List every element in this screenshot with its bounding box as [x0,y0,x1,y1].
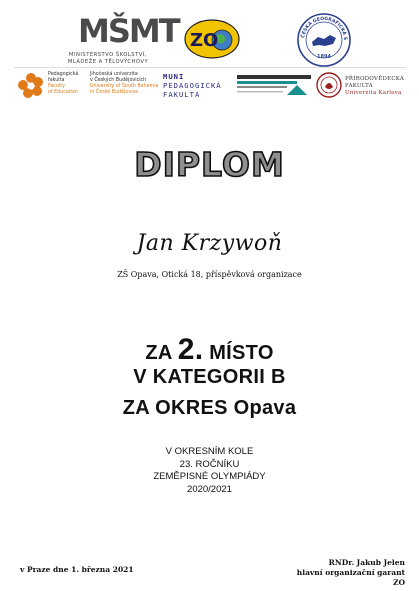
pf-uk-text [345,76,415,96]
svg-text:ČESKÁ GEOGRAFICKÁ SPOLEČNOST [296,12,348,40]
date-place: v Praze dne 1. března 2021 [20,565,134,574]
cgs-seal [296,12,352,68]
placement-prefix: ZA [145,342,172,364]
flower-logo [17,72,45,100]
signatory-name: RNDr. Jakub Jelen [328,558,405,567]
pf-line-2: FAKULTA [345,82,373,89]
ujep-logo [237,73,311,97]
placement-rank: 2. [177,333,204,366]
ped-fac-line-4: of Education [48,90,79,95]
district-line: ZA OKRES Opava [122,397,297,419]
competition-info [0,446,419,496]
jcu-line-3: University of South Bohemia [90,84,159,89]
seal-year: 1894 [317,54,331,60]
pedagogical-faculty-text [48,72,88,96]
jcu-line-1: Jihočeská univerzita [90,72,138,77]
pf-line-3: Univerzita Karlova [345,89,402,96]
competition-line-4: 2020/2021 [187,483,232,495]
ped-fac-line-2: fakulta [48,78,65,83]
competition-line-1: V OKRESNÍM KOLE [165,446,254,457]
msmt-text [60,52,156,65]
ped-fac-line-3: Faculty [48,84,65,89]
competition-line-3: ZEMĚPISNÉ OLYMPIÁDY [153,471,266,483]
pf-line-1: PŘÍRODOVĚDECKÁ [345,76,405,82]
muni-line-3: FAKULTA [163,90,201,99]
jcu-line-2: v Českých Budějovicích [90,78,147,83]
diploma-title: DIPLOM [134,145,285,184]
signatory-block [285,558,405,588]
competition-line-2: 23. ROČNÍKU [179,458,240,470]
placement-line [0,333,419,367]
seal-text: ČESKÁ GEOGRAFICKÁ S [301,16,348,41]
recipient-name: Jan Krzywoň [136,231,283,256]
zo-letters: ZO [190,30,219,51]
msmt-line-1: MINISTERSTVO ŠKOLSTVÍ, [69,52,147,58]
logo-divider [14,67,406,68]
muni-line-1: MUNI [163,72,185,81]
jcu-line-4: in České Budějovice [90,90,139,95]
ped-fac-line-1: Pedagogická [48,72,79,77]
msmt-line-2: MLÁDEŽE A TĚLOVÝCHOVY [67,58,149,65]
category-line: V KATEGORII B [133,366,286,388]
uk-crest-icon [316,71,342,99]
muni-logo [163,72,233,99]
msmt-logo: MŠMT [78,12,179,50]
jcu-text [90,72,162,96]
zo-logo [182,18,242,60]
signatory-role: hlavní organizační garant ZO [296,568,405,587]
muni-line-2: PEDAGOGICKÁ [163,81,222,90]
placement-suffix: MÍSTO [209,342,274,364]
school-name: ZŠ Opava, Otická 18, příspěvková organizace [117,270,302,279]
